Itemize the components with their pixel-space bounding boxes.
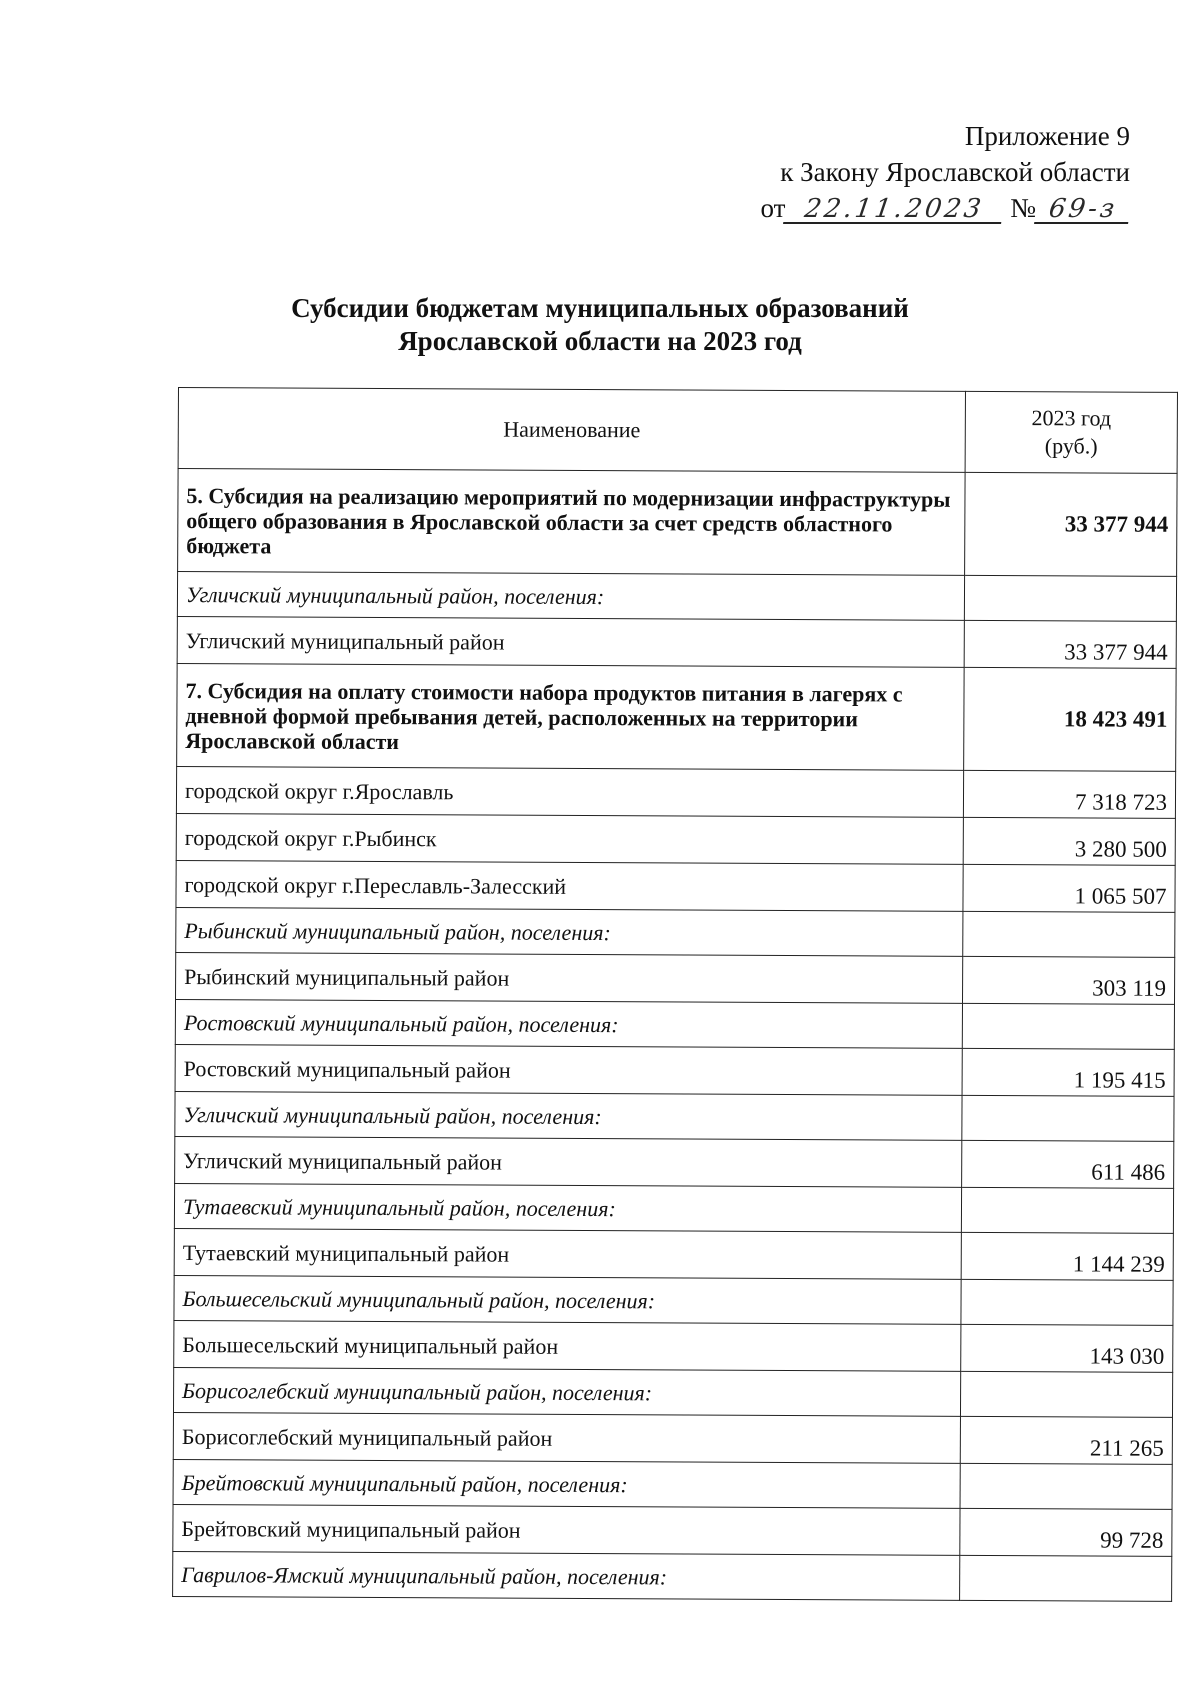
row-value-cell: 3 280 500 — [963, 817, 1175, 865]
row-value-cell: 303 119 — [962, 956, 1174, 1004]
row-value-cell — [960, 1463, 1172, 1509]
row-value-cell: 18 423 491 — [964, 667, 1177, 771]
row-name-cell: Брейтовский муниципальный район — [173, 1504, 960, 1555]
document-title-line-2: Ярославской области на 2023 год — [398, 326, 802, 356]
attachment-line-2: к Закону Ярославской области — [780, 157, 1130, 187]
row-value-cell — [960, 1555, 1172, 1601]
row-value-cell — [964, 575, 1176, 621]
row-value-cell — [961, 1187, 1173, 1233]
number-sign: № — [1010, 193, 1036, 223]
row-value-cell: 1 144 239 — [961, 1232, 1173, 1280]
row-name-cell: 7. Субсидия на оплату стоимости набора продуктов питания в лагерях с дневной формой пребывания детей, расположенных на территории Ярославской области — [177, 663, 964, 770]
table-row — [174, 1320, 1173, 1372]
attachment-date-number-line — [761, 190, 1130, 226]
row-value-cell: 1 195 415 — [962, 1048, 1174, 1096]
table-row — [175, 1091, 1174, 1141]
table-row — [176, 813, 1175, 865]
row-name-cell: Угличский муниципальный район — [175, 1136, 962, 1187]
table-row — [176, 860, 1175, 912]
row-value-cell — [960, 1371, 1172, 1417]
row-name-cell: Рыбинский муниципальный район — [176, 952, 963, 1003]
table-row — [177, 616, 1176, 668]
row-name-cell: Тутаевский муниципальный район — [174, 1228, 961, 1279]
subsidy-table — [172, 387, 1178, 1602]
row-value-cell: 33 377 944 — [965, 472, 1178, 576]
table-row — [176, 907, 1175, 957]
row-value-cell: 7 318 723 — [963, 770, 1175, 818]
column-header-name: Наименование — [178, 388, 965, 473]
table-row — [173, 1367, 1172, 1417]
attachment-header — [761, 118, 1130, 226]
row-name-cell: Ростовский муниципальный район — [175, 1044, 962, 1095]
table-row — [173, 1412, 1172, 1464]
row-value-cell: 143 030 — [961, 1324, 1173, 1372]
row-name-cell: Рыбинский муниципальный район, поселения: — [176, 907, 963, 956]
row-value-cell: 99 728 — [960, 1508, 1172, 1556]
row-value-cell: 611 486 — [962, 1140, 1174, 1188]
row-name-cell: Ростовский муниципальный район, поселения: — [175, 999, 962, 1048]
table-row — [175, 1044, 1174, 1096]
row-name-cell: городской округ г.Переславль-Залесский — [176, 860, 963, 911]
row-value-cell — [962, 1003, 1174, 1049]
table-row — [176, 766, 1175, 818]
row-name-cell: Угличский муниципальный район — [177, 616, 964, 667]
table-row — [176, 952, 1175, 1004]
document-title-line-1: Субсидии бюджетам муниципальных образований — [291, 293, 909, 323]
date-prefix: от — [760, 193, 786, 223]
table-body — [173, 469, 1178, 1602]
table-row — [174, 1183, 1173, 1233]
row-value-cell: 1 065 507 — [963, 864, 1175, 912]
handwritten-number: 69-з — [1034, 196, 1132, 224]
table-header-row — [178, 388, 1177, 474]
table-row — [178, 469, 1177, 577]
row-value-cell — [962, 1095, 1174, 1141]
column-header-year-line-2: (руб.) — [1044, 433, 1098, 459]
row-value-cell — [961, 1279, 1173, 1325]
row-value-cell: 211 265 — [960, 1416, 1172, 1464]
table-row — [175, 1136, 1174, 1188]
row-name-cell: Тутаевский муниципальный район, поселения: — [174, 1183, 961, 1232]
attachment-line-1: Приложение 9 — [964, 121, 1130, 151]
document-title — [0, 292, 1200, 358]
column-header-year-line-1: 2023 год — [1031, 405, 1112, 431]
column-header-year — [965, 391, 1177, 473]
row-name-cell: Брейтовский муниципальный район, поселения: — [173, 1459, 960, 1508]
table-row — [177, 663, 1176, 771]
row-name-cell: Борисоглебский муниципальный район, поселения: — [173, 1367, 960, 1416]
table-row — [173, 1551, 1172, 1601]
row-value-cell: 33 377 944 — [964, 620, 1176, 668]
row-name-cell: городской округ г.Рыбинск — [176, 813, 963, 864]
row-name-cell: 5. Субсидия на реализацию мероприятий по модернизации инфраструктуры общего образования в Ярославской области за счет средств областного бюджета — [178, 469, 965, 576]
table-row — [177, 572, 1176, 622]
row-value-cell — [963, 911, 1175, 957]
table-row — [174, 1228, 1173, 1280]
row-name-cell: Большесельский муниципальный район — [174, 1320, 961, 1371]
table-row — [175, 999, 1174, 1049]
row-name-cell: городской округ г.Ярославль — [176, 766, 963, 817]
row-name-cell: Борисоглебский муниципальный район — [173, 1412, 960, 1463]
row-name-cell: Угличский муниципальный район, поселения: — [177, 572, 964, 621]
handwritten-date: 22.11.2023 — [784, 196, 1006, 224]
row-name-cell: Гаврилов-Ямский муниципальный район, поселения: — [173, 1551, 960, 1600]
table-row — [173, 1504, 1172, 1556]
table-row — [174, 1275, 1173, 1325]
row-name-cell: Угличский муниципальный район, поселения: — [175, 1091, 962, 1140]
row-name-cell: Большесельский муниципальный район, поселения: — [174, 1275, 961, 1324]
table-row — [173, 1459, 1172, 1509]
